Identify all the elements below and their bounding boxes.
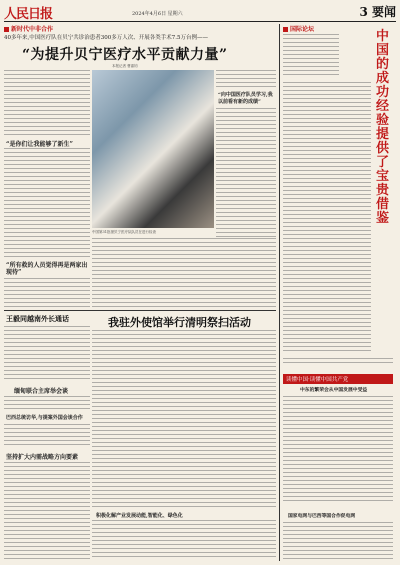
left-lead-quote: “是你们让我能够了新生” bbox=[6, 141, 73, 148]
brief-text-1 bbox=[4, 396, 90, 410]
mid-text-block-0 bbox=[216, 70, 276, 90]
middle-east-text bbox=[283, 396, 393, 504]
mid-text-block-2 bbox=[92, 238, 276, 308]
state-grid-headline: 国家电网与巴西等国合作促电网 bbox=[288, 513, 356, 519]
pull-quote: “向中国医疗队员学习,我以前看有新的成绩” bbox=[218, 92, 273, 105]
column-banner: 读懂中国·读懂中国共产党 bbox=[283, 374, 393, 384]
brief-text-2 bbox=[4, 424, 90, 448]
brief-headline-1: 缅甸联合主席举会谈 bbox=[14, 388, 69, 395]
brief-headline-2: 巴西总统访华,与提案外国会谈合作 bbox=[6, 415, 83, 421]
embassy-text-2 bbox=[92, 520, 276, 560]
left-text-block-2 bbox=[4, 148, 90, 260]
forum-marker-icon bbox=[283, 27, 288, 32]
mid-text-block-1 bbox=[216, 108, 276, 238]
byline: 本报记者 曹嘉钧 bbox=[112, 64, 138, 68]
state-grid-text bbox=[283, 522, 393, 560]
section-divider bbox=[4, 310, 276, 311]
photo-caption: 中国第31批援贝宁医疗队队员在进行检查 bbox=[92, 230, 156, 234]
left-text-block-3 bbox=[4, 278, 90, 308]
embassy-headline: 我驻外使馆举行清明祭扫活动 bbox=[108, 316, 251, 329]
article-kicker: 40多年来,中国医疗队在贝宁共诊治患者300多万人次、开展各类手术7.5万台例—— bbox=[4, 35, 208, 41]
section-label-left bbox=[4, 24, 53, 33]
section-label-right bbox=[283, 24, 314, 33]
column-divider bbox=[279, 24, 280, 561]
forum-intro-text bbox=[283, 34, 339, 76]
news-photo bbox=[92, 70, 214, 228]
forum-text bbox=[283, 82, 371, 354]
dateline: 2024年4月6日 星期六 bbox=[132, 11, 183, 17]
embassy-subhead: 积极化解产业发展动能,智能化、绿色化 bbox=[96, 513, 183, 519]
left-quote-2: “所有救的人员觉得再是两家出现待” bbox=[6, 262, 88, 276]
newspaper-logo: 人民日报 bbox=[4, 7, 53, 22]
domestic-demand-text bbox=[4, 462, 90, 560]
main-headline: “为提升贝宁医疗水平贡献力量” bbox=[22, 47, 228, 63]
section-right-text: 国际论坛 bbox=[290, 26, 315, 33]
wangyi-text bbox=[4, 326, 90, 382]
story-wangyi-headline: 王毅同越南外长通话 bbox=[6, 314, 69, 323]
page-number: 3 要闻 bbox=[359, 5, 396, 19]
middle-east-headline: 中东的繁荣会从中国发展中受益 bbox=[300, 387, 368, 393]
embassy-text bbox=[92, 330, 276, 508]
section-marker-icon bbox=[4, 27, 9, 32]
left-text-block-1 bbox=[4, 70, 90, 136]
masthead bbox=[4, 3, 396, 22]
section-left-text: 新时代中非合作 bbox=[11, 26, 54, 33]
forum-vertical-headline: 中国的成功经验提供了宝贵借鉴 bbox=[376, 29, 390, 226]
domestic-demand-headline: 坚持扩大内需战略方向要素 bbox=[6, 454, 79, 461]
forum-text-end bbox=[283, 358, 393, 366]
